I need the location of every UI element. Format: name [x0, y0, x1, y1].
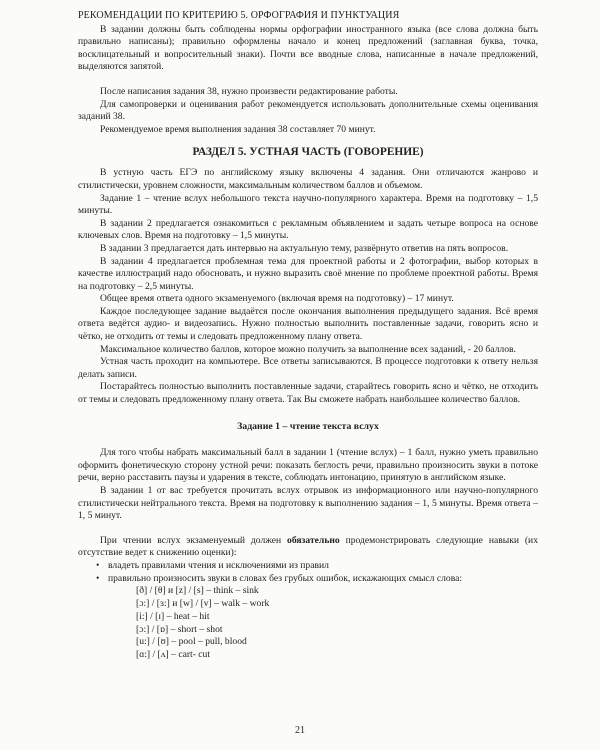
- list-item: • владеть правилами чтения и исключениями из правил: [108, 560, 538, 573]
- text-run: При чтении вслух экзаменуемый должен: [100, 534, 288, 546]
- paragraph: Для того чтобы набрать максимальный балл в задании 1 (чтение вслух) – 1 балл, нужно уметь правильно оформить фонетическую сторону устной речи: показать беглость речи, правильно произносить звуки в потоке речи, верно расставить паузы и ударения в тексте, соблюдать интонацию, принятую в английском языке.: [78, 447, 538, 484]
- text-run: продемонстрировать следующие навыки (их отсутствие ведет к снижению оценки):: [78, 534, 538, 559]
- paragraph: Постарайтесь полностью выполнить поставленные задачи, старайтесь говорить ясно и чётко, не отходить от темы и следовать предложенному плану ответа. Так Вы сможете набрать наибольшее количество баллов.: [78, 381, 538, 406]
- paragraph: Каждое последующее задание выдаётся после окончания выполнения предыдущего задания. Всё время ответа ведётся аудио- и видеозапись. Нужно полностью выполнить поставленные задачи, говорить ясно и чётко, не отходить от темы и следовать предложенному плану ответа.: [78, 305, 538, 343]
- skills-list: [78, 560, 538, 585]
- paragraph: В задании должны быть соблюдены нормы орфографии иностранного языка (все слова должна быть правильно написаны); правильно оформлены начало и конец предложений (заглавная буква, точка, восклицательный и вопросительный знаки). Почти все вводные слова, написанные в начале предложений, выделяются запятой.: [78, 23, 538, 73]
- list-item: [u:] / [ʊ] – pool – pull, blood: [136, 636, 247, 648]
- page-number: 21: [295, 725, 305, 737]
- emphasis: обязательно: [287, 534, 340, 546]
- paragraph: В задании 1 от вас требуется прочитать вслух отрывок из информационного или научно-популярного стилистически нейтрального текста. Время на подготовку к выполнению задания – 1, 5 минуты. Время ответа – 1, 5 минут.: [78, 485, 538, 522]
- list-item: [ɑ:] / [ʌ] – cart- cut: [136, 649, 211, 661]
- criterion-heading: РЕКОМЕНДАЦИИ ПО КРИТЕРИЮ 5. ОРФОГРАФИЯ И ПУНКТУАЦИЯ: [78, 10, 400, 21]
- task-title: Задание 1 – чтение текста вслух: [237, 420, 379, 432]
- paragraph: Для самопроверки и оценивания работ рекомендуется использовать дополнительные схемы оценивания заданий 38.: [78, 98, 538, 123]
- list-item: • правильно произносить звуки в словах без грубых ошибок, искажающих смысл слова:: [108, 573, 538, 586]
- paragraph: В устную часть ЕГЭ по английскому языку включены 4 задания. Они отличаются жанрово и стилистически, уровнем сложности, максимальным количеством баллов и объемом.: [78, 167, 538, 191]
- paragraph: В задании 2 предлагается ознакомиться с рекламным объявлением и задать четыре вопроса на основе ключевых слов. Время на подготовку – 1,5 минуты.: [78, 217, 538, 242]
- paragraph: В задании 3 предлагается дать интервью на актуальную тему, развёрнуто ответив на пять вопросов.: [100, 242, 509, 254]
- section-title: РАЗДЕЛ 5. УСТНАЯ ЧАСТЬ (ГОВОРЕНИЕ): [192, 146, 424, 159]
- paragraph: Задание 1 – чтение вслух небольшого текста научно-популярного характера. Время на подготовку – 1,5 минуты.: [78, 192, 538, 217]
- paragraph: Устная часть проходит на компьютере. Все ответы записываются. В процессе подготовки к ответу нельзя делать записи.: [78, 356, 538, 380]
- list-item: [ð] / [θ] и [z] / [s] – think – sink: [136, 585, 259, 597]
- phonetic-pairs-list: [78, 585, 538, 662]
- paragraph: Максимальное количество баллов, которое можно получить за выполнение всех заданий, - 20 баллов.: [100, 343, 516, 355]
- paragraph: В задании 4 предлагается проблемная тема для проектной работы и 2 фотографии, выбор которых в качестве иллюстраций надо обосновать, и нужно выразить своё мнение по проблеме проектной работы. Время на подготовку – 2,5 минуты.: [78, 255, 538, 292]
- list-item: [ɔ:] / [ɒ] – short – shot: [136, 623, 223, 635]
- paragraph: Рекомендуемое время выполнения задания 38 составляет 70 минут.: [100, 123, 376, 135]
- list-item: [ɔ:] / [ɜ:] и [w] / [v] – walk – work: [136, 597, 270, 609]
- paragraph: [78, 535, 538, 560]
- paragraph: После написания задания 38, нужно произвести редактирование работы.: [100, 85, 398, 97]
- paragraph: Общее время ответа одного экзаменуемого (включая время на подготовку) – 17 минут.: [100, 293, 454, 305]
- list-item: [i:] / [ɪ] – heat – hit: [136, 610, 210, 622]
